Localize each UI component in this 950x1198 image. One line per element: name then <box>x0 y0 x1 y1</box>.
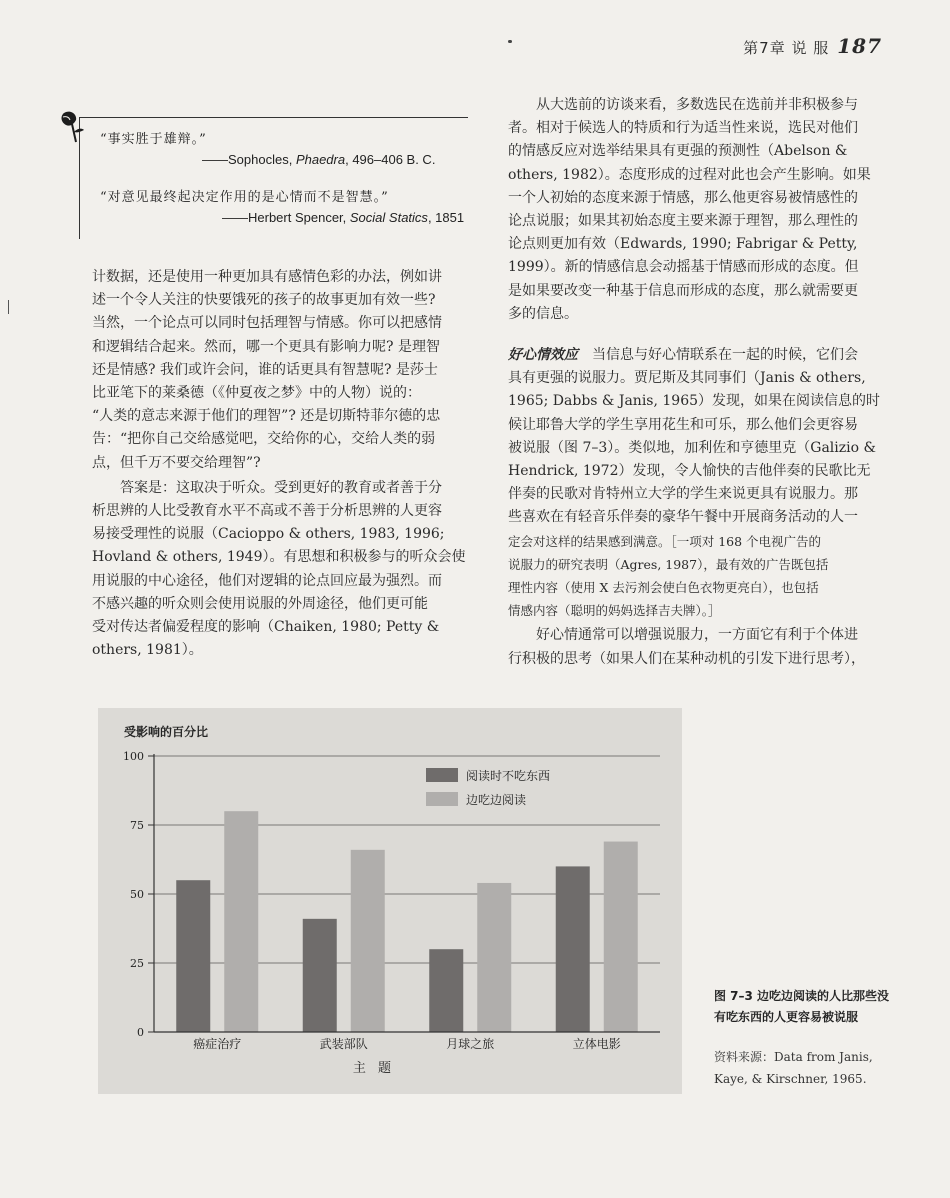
text-line: 行积极的思考（如果人们在某种动机的引发下进行思考）， <box>508 650 865 667</box>
quote-1-text: “事实胜于雄辩。” <box>100 132 207 147</box>
left-paragraph-1 <box>92 266 472 475</box>
text-line: 易接受理性的说服（Cacioppo & others, 1983, 1996; <box>92 526 445 543</box>
text-line: 比亚笔下的莱桑德（《仲夏夜之梦》中的人物）说的： <box>92 385 421 402</box>
text-line: 多的信息。 <box>508 305 578 322</box>
bar-eating-1 <box>351 850 385 1032</box>
text-line: 和逻辑结合起来。然而，哪一个更具有影响力呢? 是理智 <box>92 338 440 355</box>
text-line: 说服力的研究表明（Agres, 1987），最有效的广告既包括 <box>508 556 829 572</box>
text-line: 好心情通常可以增强说服力，一方面它有利于个体进 <box>536 627 858 644</box>
text-line: 者。相对于候选人的特质和行为适当性来说，选民对他们 <box>508 120 858 137</box>
text-line: 点，但千万不要交给理智”? <box>92 454 261 471</box>
text-line <box>508 344 888 367</box>
text-line-content: 当信息与好心情联系在一起的时候，它们会 <box>592 347 858 363</box>
text-line: 1999）。新的情感信息会动摇基于情感而形成的态度。但 <box>508 259 859 276</box>
legend-label: 阅读时不吃东西 <box>466 769 551 783</box>
x-tick-label: 癌症治疗 <box>193 1037 242 1051</box>
text-line: 是如果要改变一种基于信息而形成的态度，那么就需要更 <box>508 282 858 299</box>
text-line: 一个人初始的态度来源于情感，那么他更容易被情感性的 <box>508 189 858 206</box>
legend <box>426 768 550 807</box>
figure-caption-title: 图 7–3 边吃边阅读的人比那些没有吃东西的人更容易被说服 <box>714 989 890 1024</box>
quote-2-author: ——Herbert Spencer, <box>222 210 350 225</box>
scan-speck <box>508 40 512 43</box>
right-column-bottom <box>508 344 888 671</box>
quote-2-date: , 1851 <box>427 210 465 225</box>
right-paragraph-2 <box>508 344 888 622</box>
bar-chart <box>98 708 682 1094</box>
text-line: 受对传达者偏爱程度的影响（Chaiken, 1980; Petty & <box>92 619 440 636</box>
x-tick-label: 武装部队 <box>319 1037 368 1051</box>
quote-1-attribution <box>202 152 464 167</box>
y-tick-label: 25 <box>130 957 144 970</box>
text-line: 当然，一个论点可以同时包括理智与情感。你可以把感情 <box>92 315 442 332</box>
y-tick-label: 75 <box>130 819 144 832</box>
text-line: others, 1982）。态度形成的过程对此也会产生影响。如果 <box>508 166 871 183</box>
text-line: 理性内容（使用 X 去污剂会使白色衣物更亮白），也包括 <box>508 580 819 596</box>
text-line: 还是情感? 我们或许会问，谁的话更具有智慧呢? 是莎士 <box>92 361 438 378</box>
figure-caption-source: 资料来源：Data from Janis, Kaye, & Kirschner, 1965. <box>714 1050 873 1086</box>
text-line: Hovland & others, 1949）。有思想和积极参与的听众会使 <box>92 549 466 566</box>
legend-label: 边吃边阅读 <box>466 793 527 807</box>
quote-2-text: “对意见最终起决定作用的是心情而不是智慧。” <box>100 190 389 205</box>
right-paragraph-3 <box>508 624 888 670</box>
text-line: 用说服的中心途径，他们对逻辑的论点回应最为强烈。而 <box>92 572 442 589</box>
bar-eating-3 <box>604 842 638 1032</box>
right-column-top <box>508 94 888 326</box>
legend-swatch <box>426 768 458 782</box>
text-line: Hendrick, 1972）发现，令人愉快的吉他伴奏的民歌比无 <box>508 463 871 480</box>
x-axis-title: 主 题 <box>352 1061 396 1076</box>
y-tick-label: 0 <box>137 1026 144 1039</box>
quote-1-author: ——Sophocles, <box>202 152 296 167</box>
text-line: 述一个令人关注的快要饿死的孩子的故事更加有效一些? <box>92 292 436 309</box>
right-paragraph-1 <box>508 94 888 326</box>
bar-eating-0 <box>224 811 258 1032</box>
bars <box>176 811 638 1032</box>
quote-1-date: , 496–406 B. C. <box>345 152 436 167</box>
text-line: 计数据，还是使用一种更加具有感情色彩的办法，例如讲 <box>92 269 442 285</box>
text-line: others, 1981）。 <box>92 642 203 659</box>
text-line: 定会对这样的结果感到满意。［一项对 168 个电视广告的 <box>508 533 822 549</box>
text-line: 告：“把你自己交给感觉吧，交给你的心，交给人类的弱 <box>92 431 436 448</box>
page-number: 187 <box>837 34 882 58</box>
figure-7-3-chart-panel <box>98 708 682 1094</box>
text-line: 答案是：这取决于听众。受到更好的教育或者善于分 <box>120 479 442 496</box>
bar-not-eating-0 <box>176 880 210 1032</box>
text-line: 析思辨的人比受教育水平不高或不善于分析思辨的人更容 <box>92 503 442 520</box>
section-heading: 好心情效应 <box>508 347 578 363</box>
text-line: 候让耶鲁大学的学生享用花生和可乐，那么他们会更容易 <box>508 416 858 433</box>
text-line: 情感内容（聪明的妈妈选择吉夫牌）。］ <box>508 603 721 619</box>
left-paragraph-2 <box>92 477 472 663</box>
text-line: 论点说服；如果其初始态度主要来源于理智，那么理性的 <box>508 213 858 230</box>
margin-mark <box>8 300 9 314</box>
text-line: “人类的意志来源于他们的理智”? 还是切斯特菲尔德的忠 <box>92 408 441 425</box>
text-line: 伴奏的民歌对肯特州立大学的学生来说更具有说服力。那 <box>508 486 858 503</box>
running-header <box>743 34 882 58</box>
text-line: 具有更强的说服力。贾尼斯及其同事们（Janis & others, <box>508 370 866 387</box>
text-line: 论点则更加有效（Edwards, 1990; Fabrigar & Petty, <box>508 236 858 253</box>
text-line: 些喜欢在有轻音乐伴奏的豪华午餐中开展商务活动的人一 <box>508 509 858 526</box>
text-line: 的情感反应对选举结果具有更强的预测性（Abelson & <box>508 143 848 160</box>
text-line: 不感兴趣的听众则会使用说服的外周途径，他们更可能 <box>92 595 428 612</box>
bar-not-eating-3 <box>556 866 590 1032</box>
left-column <box>92 266 472 662</box>
x-tick-label: 月球之旅 <box>446 1037 495 1051</box>
quote-2-work: Social Statics <box>349 210 428 225</box>
quote-rule-top <box>80 117 468 118</box>
text-line: 从大选前的访谈来看，多数选民在选前并非积极参与 <box>536 97 858 113</box>
text-line: 1965; Dabbs & Janis, 1965）发现，如果在阅读信息的时 <box>508 393 881 410</box>
quote-2-attribution <box>222 210 468 225</box>
quote-1-work: Phaedra <box>295 152 346 167</box>
bar-not-eating-2 <box>429 949 463 1032</box>
y-axis-title: 受影响的百分比 <box>124 725 209 739</box>
bar-eating-2 <box>477 883 511 1032</box>
y-tick-label: 50 <box>130 888 144 901</box>
y-tick-label: 100 <box>123 750 144 763</box>
chapter-title: 第7章 说 服 <box>743 39 830 57</box>
legend-swatch <box>426 792 458 806</box>
text-line: 被说服（图 7–3）。类似地，加利佐和亨德里克（Galizio & <box>508 439 876 456</box>
bar-not-eating-1 <box>303 919 337 1032</box>
rose-icon <box>58 108 92 148</box>
x-tick-label: 立体电影 <box>572 1037 621 1051</box>
